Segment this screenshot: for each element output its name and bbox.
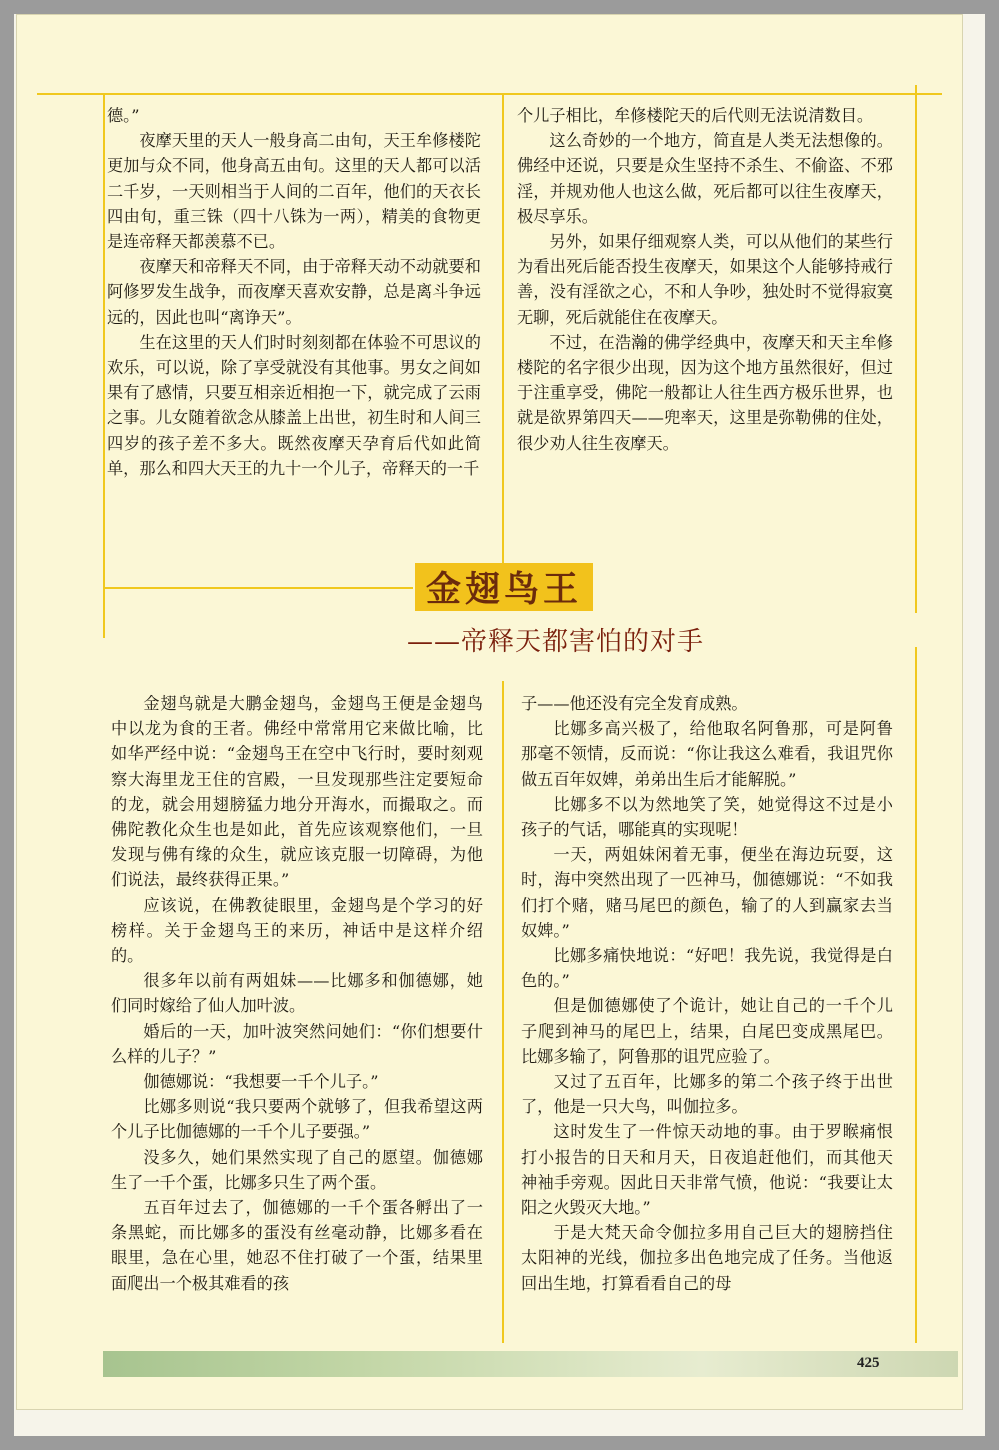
right-top-rule bbox=[915, 85, 917, 613]
paragraph: 德。” bbox=[107, 106, 140, 125]
column-bottom-left bbox=[111, 691, 483, 1296]
paragraph: 应该说，在佛教徒眼里，金翅鸟是个学习的好榜样。关于金翅鸟王的来历，神话中是这样介绍的。 bbox=[111, 895, 483, 966]
paragraph: 个儿子相比，牟修楼陀天的后代则无法说清数目。 bbox=[517, 106, 874, 125]
section-title-box bbox=[415, 563, 593, 611]
footer-band bbox=[103, 1351, 958, 1377]
paragraph: 很多年以前有两姐妹——比娜多和伽德娜，她们同时嫁给了仙人加叶波。 bbox=[111, 971, 483, 1016]
book-page bbox=[16, 14, 963, 1410]
paragraph: 这么奇妙的一个地方，简直是人类无法想像的。佛经中还说，只要是众生坚持不杀生、不偷盗、不邪淫，并规劝他人也这么做，死后都可以往生夜摩天，极尽享乐。 bbox=[517, 131, 893, 226]
mid-rule bbox=[103, 587, 413, 589]
paragraph: 夜摩天里的天人一般身高二由旬，天王牟修楼陀更加与众不同，他身高五由旬。这里的天人都可以活二千岁，一天则相当于人间的二百年，他们的天衣长四由旬，重三铢（四十八铢为一两），精美的食物更是连帝释天都羡慕不已。 bbox=[107, 131, 481, 252]
paragraph: 子——他还没有完全发育成熟。 bbox=[521, 694, 748, 713]
right-bottom-rule bbox=[915, 647, 917, 1343]
paragraph: 金翅鸟就是大鹏金翅鸟，金翅鸟王便是金翅鸟中以龙为食的王者。佛经中常常用它来做比喻，比如华严经中说：“金翅鸟王在空中飞行时，要时刻观察大海里龙王住的宫殿，一旦发现那些注定要短命的龙，就会用翅膀猛力地分开海水，而撮取之。而佛陀教化众生也是如此，首先应该观察他们，一旦发现与佛有缘的众生，就应该克服一切障碍，为他们说法，最终获得正果。” bbox=[111, 694, 483, 890]
center-bottom-rule bbox=[502, 681, 504, 1343]
paragraph: 另外，如果仔细观察人类，可以从他们的某些行为看出死后能否投生夜摩天，如果这个人能够持戒行善，没有淫欲之心，不和人争吵，独处时不觉得寂寞无聊，死后就能住在夜摩天。 bbox=[517, 232, 893, 327]
column-top-right bbox=[517, 103, 893, 456]
section-title: 金翅鸟王 bbox=[425, 570, 582, 610]
column-top-left bbox=[107, 103, 481, 481]
left-top-rule bbox=[103, 93, 105, 638]
paragraph: 于是大梵天命令伽拉多用自己巨大的翅膀挡住太阳神的光线，伽拉多出色地完成了任务。当他返回出生地，打算看看自己的母 bbox=[521, 1223, 893, 1293]
center-top-rule bbox=[502, 93, 504, 563]
section-subtitle: ——帝释天都害怕的对手 bbox=[407, 627, 705, 657]
paragraph: 这时发生了一件惊天动地的事。由于罗睺痛恨打小报告的日天和月天，日夜追赶他们，而其他天神袖手旁观。因此日天非常气愤，他说：“我要让太阳之火毁灭大地。” bbox=[521, 1122, 893, 1218]
top-rule bbox=[37, 93, 942, 95]
paragraph: 比娜多痛快地说：“好吧！我先说，我觉得是白色的。” bbox=[521, 946, 893, 991]
paragraph: 没多久，她们果然实现了自己的愿望。伽德娜生了一千个蛋，比娜多只生了两个蛋。 bbox=[111, 1147, 483, 1192]
paragraph: 不过，在浩瀚的佛学经典中，夜摩天和天主牟修楼陀的名字很少出现，因为这个地方虽然很好，但过于注重享受，佛陀一般都让人往生西方极乐世界，也就是欲界第四天——兜率天，这里是弥勒佛的住处，很少劝人往生夜摩天。 bbox=[517, 332, 893, 453]
paragraph: 一天，两姐妹闲着无事，便坐在海边玩耍，这时，海中突然出现了一匹神马，伽德娜说：“不如我们打个赌，赌马尾巴的颜色，输了的人到赢家去当奴婢。” bbox=[521, 845, 893, 940]
page-number: 425 bbox=[857, 1355, 880, 1371]
paragraph: 伽德娜说：“我想要一千个儿子。” bbox=[143, 1072, 379, 1092]
paragraph: 比娜多高兴极了，给他取名阿鲁那，可是阿鲁那毫不领情，反而说：“你让我这么难看，我诅咒你做五百年奴婢，弟弟出生后才能解脱。” bbox=[521, 719, 893, 789]
paragraph: 夜摩天和帝释天不同，由于帝释天动不动就要和阿修罗发生战争，而夜摩天喜欢安静，总是离斗争远远的，因此也叫“离诤天”。 bbox=[107, 257, 481, 327]
paragraph: 但是伽德娜使了个诡计，她让自己的一千个儿子爬到神马的尾巴上，结果，白尾巴变成黑尾巴。比娜多输了，阿鲁那的诅咒应验了。 bbox=[521, 996, 893, 1066]
paragraph: 五百年过去了，伽德娜的一千个蛋各孵出了一条黑蛇，而比娜多的蛋没有丝毫动静，比娜多看在眼里，急在心里，她忍不住打破了一个蛋，结果里面爬出一个极其难看的孩 bbox=[111, 1198, 483, 1293]
paragraph: 比娜多不以为然地笑了笑，她觉得这不过是小孩子的气话，哪能真的实现呢！ bbox=[521, 794, 893, 840]
paragraph: 婚后的一天，加叶波突然问她们：“你们想要什么样的儿子？” bbox=[111, 1021, 483, 1066]
paragraph: 比娜多则说“我只要两个就够了，但我希望这两个儿子比伽德娜的一千个儿子要强。” bbox=[111, 1097, 483, 1142]
paragraph: 生在这里的天人们时时刻刻都在体验不可思议的欢乐，可以说，除了享受就没有其他事。男女之间如果有了感情，只要互相亲近相抱一下，就完成了云雨之事。儿女随着欲念从膝盖上出世，初生时和人间三四岁的孩子差不多大。既然夜摩天孕育后代如此简单，那么和四大天王的九十一个儿子，帝释天的一千 bbox=[107, 332, 481, 478]
paragraph: 又过了五百年，比娜多的第二个孩子终于出世了，他是一只大鸟，叫伽拉多。 bbox=[521, 1072, 893, 1117]
column-bottom-right bbox=[521, 691, 893, 1296]
